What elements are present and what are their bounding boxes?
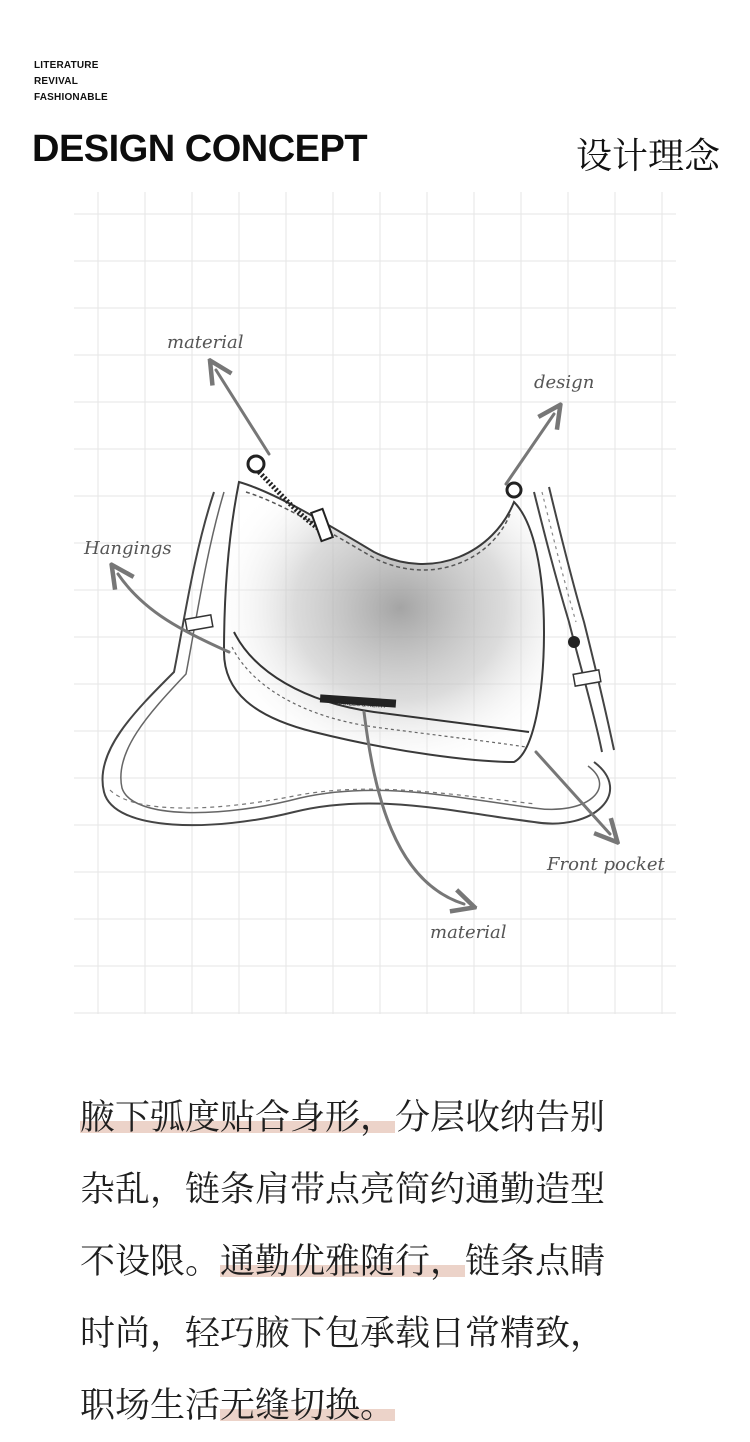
description-line <box>80 1370 680 1442</box>
highlight-text: 腋下弧度贴合身形， <box>80 1098 396 1138</box>
tagline-line: REVIVAL <box>34 76 78 87</box>
description-line <box>80 1082 680 1154</box>
plain-text: 不设限。 <box>80 1242 221 1282</box>
description <box>80 1082 680 1442</box>
bag-sketch <box>74 192 676 1014</box>
highlight-text: 无缝切换。 <box>220 1386 396 1426</box>
tagline <box>34 58 108 106</box>
plain-text: 杂乱，链条肩带点亮简约通勤造型 <box>80 1170 606 1210</box>
plain-text: 分层收纳告别 <box>395 1098 606 1138</box>
description-line <box>80 1154 680 1226</box>
tagline-line: FASHIONABLE <box>34 92 108 103</box>
brand-stamp: CHARLES & KEITH <box>331 700 386 710</box>
annotation-hangings: Hangings <box>84 538 172 559</box>
title-chinese: 设计理念 <box>575 136 720 177</box>
title-english: DESIGN CONCEPT <box>32 128 368 170</box>
bag-sketch-svg <box>74 192 676 1014</box>
annotation-material-top: material <box>167 332 244 353</box>
annotation-material-bottom: material <box>430 922 507 943</box>
bag-body <box>185 456 601 762</box>
highlight-text: 通勤优雅随行， <box>220 1242 466 1282</box>
plain-text: 链条点睛 <box>465 1242 606 1282</box>
description-line <box>80 1298 680 1370</box>
plain-text: 时尚，轻巧腋下包承载日常精致， <box>80 1314 606 1354</box>
description-line <box>80 1226 680 1298</box>
annotation-front-pocket: Front pocket <box>547 854 665 875</box>
annotation-design: design <box>534 372 595 393</box>
tagline-line: LITERATURE <box>34 60 99 71</box>
plain-text: 职场生活 <box>80 1386 221 1426</box>
